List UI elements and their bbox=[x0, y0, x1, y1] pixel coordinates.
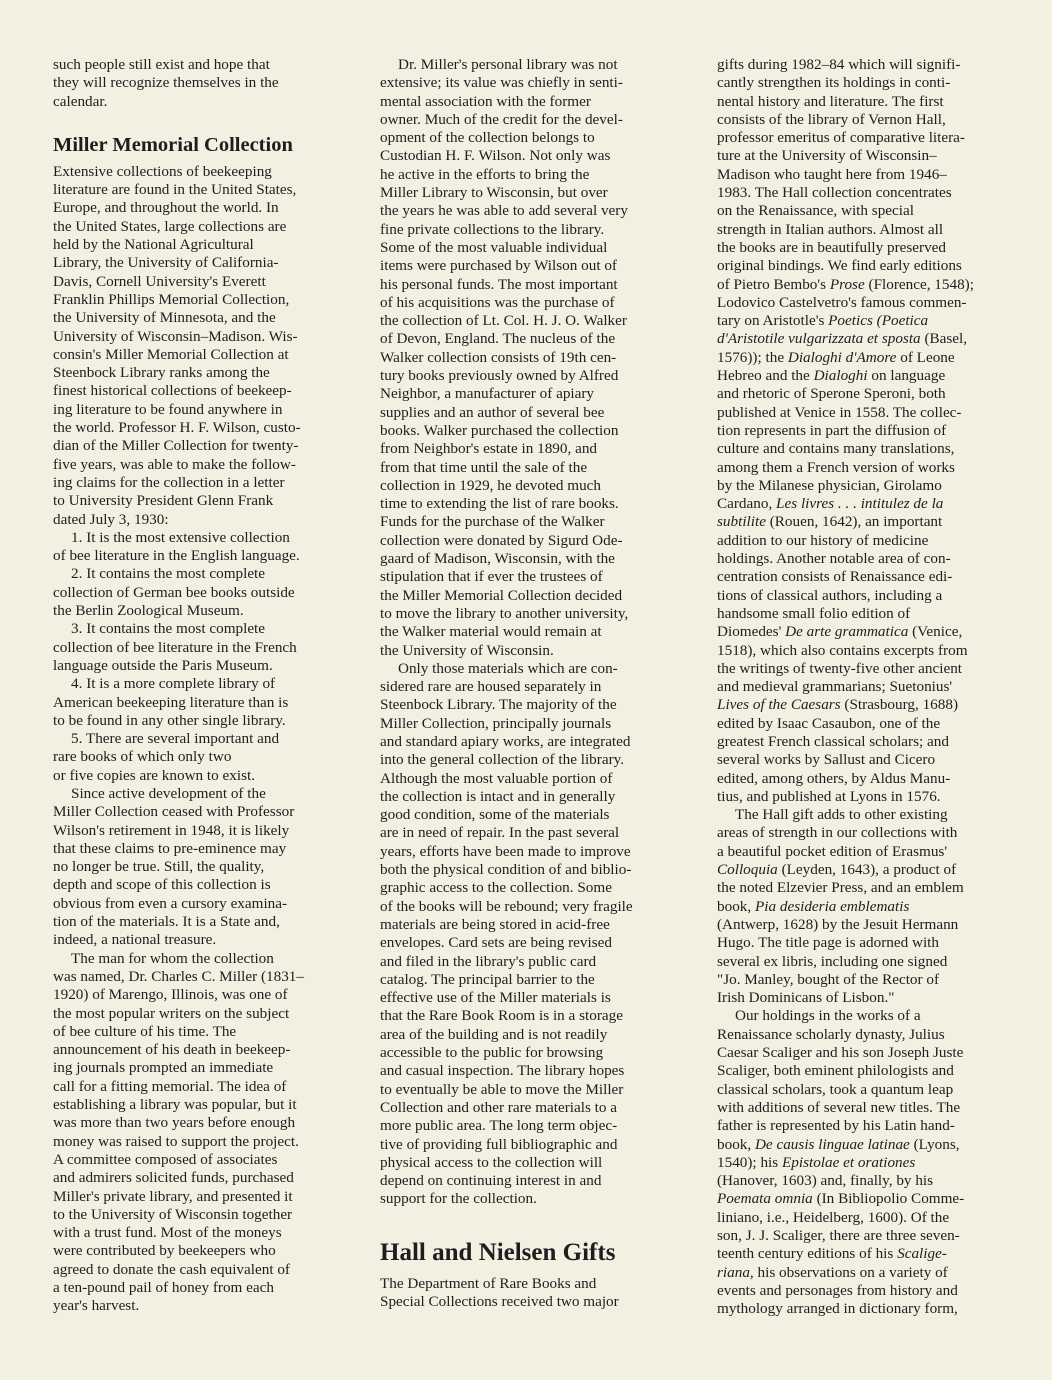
text-line: gaard of Madison, Wisconsin, with the bbox=[380, 550, 615, 568]
text-line: from Neighbor's estate in 1890, and bbox=[380, 440, 598, 458]
text-line: items were purchased by Wilson out of bbox=[380, 257, 617, 275]
column-left bbox=[53, 56, 351, 1316]
text-line: Only those materials which are con- bbox=[398, 659, 618, 677]
text-line: physical access to the collection will bbox=[380, 1153, 603, 1171]
text-line: the most popular writers on the subject bbox=[53, 1004, 290, 1022]
text-line: the collection of Lt. Col. H. J. O. Walker bbox=[380, 312, 627, 330]
text-line: Library, the University of California- bbox=[53, 254, 279, 272]
text-line: by the Milanese physician, Girolamo bbox=[717, 476, 942, 494]
text-line: extensive; its value was chiefly in senti- bbox=[380, 74, 623, 92]
text-line: tions of classical authors, including a bbox=[717, 586, 943, 604]
text-line: obvious from even a cursory examina- bbox=[53, 894, 288, 912]
text-line: book, Pia desideria emblematis bbox=[717, 897, 910, 915]
text-line: Cardano, Les livres . . . intitulez de la bbox=[717, 495, 944, 513]
text-line: five years, was able to make the follow- bbox=[53, 455, 296, 473]
text-line: depend on continuing interest in and bbox=[380, 1172, 602, 1190]
text-line: son, J. J. Scaliger, there are three seven- bbox=[717, 1227, 960, 1244]
text-line: collection were donated by Sigurd Ode- bbox=[380, 531, 623, 549]
text-line: owner. Much of the credit for the devel- bbox=[380, 110, 623, 128]
text-line: tion represents in part the diffusion of bbox=[717, 421, 947, 439]
text-line: Miller Collection ceased with Professor bbox=[53, 803, 295, 821]
text-line: area of the building and is not readily bbox=[380, 1025, 608, 1043]
text-line: 1920) of Marengo, Illinois, was one of bbox=[53, 986, 288, 1004]
text-line: and standard apiary works, are integrated bbox=[380, 732, 631, 750]
text-line: materials are being stored in acid-free bbox=[380, 915, 610, 933]
text-line: books. Walker purchased the collection bbox=[380, 421, 619, 439]
text-line: announcement of his death in beekeep- bbox=[53, 1041, 291, 1059]
text-line: areas of strength in our collections with bbox=[717, 824, 958, 842]
text-line: money was raised to support the project. bbox=[53, 1132, 299, 1150]
text-line: the collection is intact and in generally bbox=[380, 787, 616, 805]
text-line: Lives of the Caesars (Strasbourg, 1688) bbox=[717, 696, 959, 714]
text-line: tius, and published at Lyons in 1576. bbox=[717, 787, 941, 805]
text-line: the writings of twenty-five other ancient bbox=[717, 659, 963, 677]
text-line: Hugo. The title page is adorned with bbox=[717, 934, 939, 952]
text-line: 1576)); the Dialoghi d'Amore of Leone bbox=[717, 348, 955, 366]
text-line: collection of German bee books outside bbox=[53, 583, 295, 601]
text-line: such people still exist and hope that bbox=[53, 56, 270, 73]
text-line: the years he was able to add several very bbox=[380, 202, 628, 220]
text-line: The Department of Rare Books and bbox=[380, 1274, 597, 1292]
text-line: years, efforts have been made to improve bbox=[380, 842, 631, 860]
text-line: Although the most valuable portion of bbox=[380, 769, 613, 787]
text-line: Franklin Phillips Memorial Collection, bbox=[53, 290, 290, 308]
text-line: the Miller Memorial Collection decided bbox=[380, 586, 623, 604]
text-line: of bee literature in the English language. bbox=[53, 547, 300, 565]
text-line: literature are found in the United States, bbox=[53, 181, 297, 199]
hall-collection-paragraph bbox=[717, 56, 1017, 806]
text-line: to the University of Wisconsin together bbox=[53, 1205, 293, 1223]
text-line: father is represented by his Latin hand- bbox=[717, 1117, 955, 1135]
text-line: to be found in any other single library. bbox=[53, 711, 286, 729]
text-line: depth and scope of this collection is bbox=[53, 876, 271, 894]
text-line: Steenbock Library. The majority of the bbox=[380, 696, 617, 714]
text-line: Diomedes' De arte grammatica (Venice, bbox=[717, 623, 963, 641]
text-line: call for a fitting memorial. The idea of bbox=[53, 1077, 287, 1095]
text-line: holdings. Another notable area of con- bbox=[717, 550, 951, 568]
text-line: centration consists of Renaissance edi- bbox=[717, 568, 953, 586]
text-line: ing literature to be found anywhere in bbox=[53, 400, 283, 418]
text-line: Irish Dominicans of Lisbon." bbox=[717, 989, 895, 1007]
text-line: Some of the most valuable individual bbox=[380, 238, 608, 256]
text-line: Lodovico Castelvetro's famous commen- bbox=[717, 293, 967, 311]
text-line: into the general collection of the library. bbox=[380, 751, 625, 769]
text-line: language outside the Paris Museum. bbox=[53, 656, 273, 674]
text-line: Miller Library to Wisconsin, but over bbox=[380, 184, 608, 202]
text-line: the world. Professor H. F. Wilson, custo- bbox=[53, 419, 301, 437]
text-line: held by the National Agricultural bbox=[53, 236, 254, 254]
text-line: dian of the Miller Collection for twenty- bbox=[53, 437, 299, 455]
text-line: American beekeeping literature than is bbox=[53, 693, 289, 711]
text-line: the University of Wisconsin. bbox=[380, 641, 554, 659]
text-line: the Berlin Zoological Museum. bbox=[53, 602, 244, 620]
text-line: ture at the University of Wisconsin– bbox=[717, 147, 937, 165]
text-line: handsome small folio edition of bbox=[717, 604, 911, 622]
section-heading-hall-nielsen: Hall and Nielsen Gifts bbox=[380, 1238, 616, 1266]
text-line: Poemata omnia (In Bibliopolio Comme- bbox=[717, 1190, 965, 1208]
text-line: and casual inspection. The library hopes bbox=[380, 1062, 625, 1080]
text-line: his personal funds. The most important bbox=[380, 275, 618, 293]
text-line: cantly strengthen its holdings in conti- bbox=[717, 74, 951, 92]
text-line: Miller Collection, principally journals bbox=[380, 714, 612, 732]
text-line: sidered rare are housed separately in bbox=[380, 678, 602, 696]
text-line: Funds for the purchase of the Walker bbox=[380, 513, 605, 531]
text-line: he active in the efforts to bring the bbox=[380, 165, 590, 183]
preeminence-paragraph bbox=[53, 785, 351, 950]
text-line: 4. It is a more complete library of bbox=[71, 675, 276, 693]
text-line: or five copies are known to exist. bbox=[53, 766, 256, 784]
text-line: 1. It is the most extensive collection bbox=[71, 528, 290, 546]
column-middle bbox=[380, 56, 678, 1311]
text-line: a beautiful pocket edition of Erasmus' bbox=[717, 842, 948, 860]
text-line: teenth century editions of his Scalige- bbox=[717, 1245, 947, 1263]
text-line: events and personages from history and bbox=[717, 1281, 958, 1299]
text-line: Scaliger, both eminent philologists and bbox=[717, 1062, 954, 1080]
text-line: that these claims to pre-eminence may bbox=[53, 839, 287, 857]
text-line: to move the library to another university, bbox=[380, 604, 629, 622]
hall-gift-paragraph bbox=[717, 806, 1017, 1007]
text-line: are in need of repair. In the past several bbox=[380, 824, 620, 842]
text-line: ing journals prompted an immediate bbox=[53, 1059, 274, 1077]
text-line: was more than two years before enough bbox=[53, 1114, 296, 1132]
text-line: University of Wisconsin–Madison. Wis- bbox=[53, 327, 298, 345]
text-line: mental association with the former bbox=[380, 92, 591, 110]
text-line: catalog. The principal barrier to the bbox=[380, 970, 595, 988]
text-line: 5. There are several important and bbox=[71, 730, 280, 748]
text-line: liniano, i.e., Heidelberg, 1600). Of the bbox=[717, 1208, 950, 1226]
text-line: rare books of which only two bbox=[53, 748, 232, 766]
text-line: indeed, a national treasure. bbox=[53, 931, 217, 949]
text-line: addition to our history of medicine bbox=[717, 531, 929, 549]
text-line: 1983. The Hall collection concentrates bbox=[717, 184, 952, 202]
text-line: establishing a library was popular, but it bbox=[53, 1096, 297, 1114]
text-line: edited by Isaac Casaubon, one of the bbox=[717, 714, 941, 732]
text-line: dated July 3, 1930: bbox=[53, 510, 169, 528]
text-line: no longer be true. Still, the quality, bbox=[53, 858, 265, 876]
text-line: to eventually be able to move the Miller bbox=[380, 1080, 624, 1098]
text-line: tury books previously owned by Alfred bbox=[380, 367, 619, 385]
text-line: d'Aristotile vulgarizzata et sposta (Basel, bbox=[717, 330, 968, 348]
text-line: the University of Minnesota, and the bbox=[53, 309, 276, 327]
text-line: tion of the materials. It is a State and, bbox=[53, 913, 280, 931]
rare-materials-paragraph bbox=[380, 660, 678, 1209]
text-line: of bee culture of his time. The bbox=[53, 1022, 237, 1040]
scaliger-paragraph bbox=[717, 1007, 1017, 1318]
column-right bbox=[717, 56, 1017, 1318]
claims-list bbox=[53, 529, 351, 785]
text-line: more public area. The long term objec- bbox=[380, 1117, 618, 1135]
text-line: opment of the collection belongs to bbox=[380, 129, 595, 147]
text-line: several works by Sallust and Cicero bbox=[717, 751, 936, 769]
text-line: the books are in beautifully preserved bbox=[717, 238, 946, 256]
text-line: published at Venice in 1558. The collec- bbox=[717, 403, 962, 421]
text-line: mythology arranged in dictionary form, bbox=[717, 1300, 958, 1318]
text-line: on the Renaissance, with special bbox=[717, 202, 914, 220]
text-line: graphic access to the collection. Some bbox=[380, 879, 612, 897]
miller-biography-paragraph bbox=[53, 950, 351, 1316]
text-line: effective use of the Miller materials is bbox=[380, 989, 611, 1007]
text-line: Dr. Miller's personal library was not bbox=[398, 56, 618, 73]
text-line: time to extending the list of rare books. bbox=[380, 495, 619, 513]
text-line: calendar. bbox=[53, 92, 108, 110]
text-line: with additions of several new titles. The bbox=[717, 1098, 961, 1116]
text-line: 1540); his Epistolae et orationes bbox=[717, 1153, 916, 1171]
text-line: and rhetoric of Sperone Speroni, both bbox=[717, 385, 946, 403]
text-line: with a trust fund. Most of the moneys bbox=[53, 1224, 282, 1242]
text-line: and filed in the library's public card bbox=[380, 952, 597, 970]
text-line: that the Rare Book Room is in a storage bbox=[380, 1007, 623, 1025]
text-line: Our holdings in the works of a bbox=[735, 1007, 921, 1025]
text-line: a ten-pound pail of honey from each bbox=[53, 1279, 274, 1296]
text-line: fine private collections to the library. bbox=[380, 220, 605, 238]
text-line: Davis, Cornell University's Everett bbox=[53, 272, 266, 290]
text-line: the United States, large collections are bbox=[53, 217, 287, 235]
text-line: they will recognize themselves in the bbox=[53, 74, 279, 92]
text-line: Miller's private library, and presented it bbox=[53, 1187, 293, 1205]
text-line: Custodian H. F. Wilson. Not only was bbox=[380, 147, 611, 165]
text-line: (Antwerp, 1628) by the Jesuit Hermann bbox=[717, 915, 959, 933]
text-line: professor emeritus of comparative litera- bbox=[717, 129, 965, 147]
text-line: Hebreo and the Dialoghi on language bbox=[717, 367, 946, 385]
text-line: culture and contains many translations, bbox=[717, 440, 955, 458]
text-line: support for the collection. bbox=[380, 1190, 537, 1208]
text-line: the Walker material would remain at bbox=[380, 623, 602, 641]
text-line: A committee composed of associates bbox=[53, 1150, 278, 1168]
text-line: consists of the library of Vernon Hall, bbox=[717, 110, 946, 128]
text-line: the noted Elzevier Press, and an emblem bbox=[717, 879, 964, 897]
intro-paragraph bbox=[53, 56, 351, 111]
text-line: of Pietro Bembo's Prose (Florence, 1548); bbox=[717, 275, 974, 293]
miller-paragraph bbox=[53, 163, 351, 529]
text-line: Caesar Scaliger and his son Joseph Juste bbox=[717, 1044, 964, 1062]
text-line: 3. It contains the most complete bbox=[71, 620, 266, 638]
text-line: The man for whom the collection bbox=[71, 949, 274, 967]
text-line: collection of bee literature in the French bbox=[53, 638, 297, 656]
personal-library-paragraph bbox=[380, 56, 678, 660]
text-line: Colloquia (Leyden, 1643), a product of bbox=[717, 861, 957, 879]
section-heading-miller: Miller Memorial Collection bbox=[53, 133, 293, 156]
text-line: book, De causis linguae latinae (Lyons, bbox=[717, 1135, 960, 1153]
text-line: Madison who taught here from 1946– bbox=[717, 165, 947, 183]
text-line: consin's Miller Memorial Collection at bbox=[53, 345, 289, 363]
text-line: both the physical condition of and biblio- bbox=[380, 861, 632, 879]
text-line: 2. It contains the most complete bbox=[71, 565, 266, 583]
text-line: of the books will be rebound; very fragile bbox=[380, 897, 633, 915]
text-line: riana, his observations on a variety of bbox=[717, 1263, 948, 1281]
text-line: of his acquisitions was the purchase of bbox=[380, 293, 615, 311]
text-line: finest historical collections of beekeep- bbox=[53, 382, 292, 400]
text-line: Steenbock Library ranks among the bbox=[53, 364, 270, 382]
text-line: accessible to the public for browsing bbox=[380, 1044, 604, 1062]
text-line: Collection and other rare materials to a bbox=[380, 1098, 618, 1116]
text-line: among them a French version of works bbox=[717, 458, 955, 476]
text-line: classical scholars, took a quantum leap bbox=[717, 1080, 954, 1098]
text-line: "Jo. Manley, bought of the Rector of bbox=[717, 970, 940, 988]
text-line: (Hanover, 1603) and, finally, by his bbox=[717, 1172, 934, 1190]
text-line: strength in Italian authors. Almost all bbox=[717, 220, 944, 238]
text-line: year's harvest. bbox=[53, 1297, 140, 1315]
text-line: stipulation that if ever the trustees of bbox=[380, 568, 603, 586]
text-line: greatest French classical scholars; and bbox=[717, 732, 949, 750]
text-line: to University President Glenn Frank bbox=[53, 492, 274, 510]
text-line: collection in 1929, he devoted much bbox=[380, 476, 602, 494]
text-line: Neighbor, a manufacturer of apiary bbox=[380, 385, 595, 403]
text-line: supplies and an author of several bee bbox=[380, 403, 605, 421]
text-line: good condition, some of the materials bbox=[380, 806, 610, 824]
text-line: of Devon, England. The nucleus of the bbox=[380, 330, 616, 348]
text-line: Extensive collections of beekeeping bbox=[53, 162, 272, 180]
text-line: The Hall gift adds to other existing bbox=[735, 806, 948, 824]
text-line: subtilite (Rouen, 1642), an important bbox=[717, 513, 943, 531]
text-line: from that time until the sale of the bbox=[380, 458, 588, 476]
text-line: original bindings. We find early editions bbox=[717, 257, 962, 275]
text-line: Since active development of the bbox=[71, 784, 266, 802]
text-line: Walker collection consists of 19th cen- bbox=[380, 348, 617, 366]
text-line: several ex libris, including one signed bbox=[717, 952, 948, 970]
text-line: Special Collections received two major bbox=[380, 1293, 619, 1310]
text-line: ing claims for the collection in a letter bbox=[53, 473, 285, 491]
text-line: agreed to donate the cash equivalent of bbox=[53, 1260, 290, 1278]
text-line: and medieval grammarians; Suetonius' bbox=[717, 678, 953, 696]
text-line: gifts during 1982–84 which will signifi- bbox=[717, 56, 961, 73]
text-line: Europe, and throughout the world. In bbox=[53, 199, 279, 217]
text-line: Renaissance scholarly dynasty, Julius bbox=[717, 1025, 945, 1043]
text-line: nental history and literature. The first bbox=[717, 92, 944, 110]
text-line: was named, Dr. Charles C. Miller (1831– bbox=[53, 967, 304, 985]
text-line: Wilson's retirement in 1948, it is likely bbox=[53, 821, 290, 839]
text-line: 1518), which also contains excerpts from bbox=[717, 641, 968, 659]
hall-intro-paragraph bbox=[380, 1275, 678, 1312]
text-line: and admirers solicited funds, purchased bbox=[53, 1169, 294, 1187]
text-line: tary on Aristotle's Poetics (Poetica bbox=[717, 312, 929, 330]
text-line: envelopes. Card sets are being revised bbox=[380, 934, 612, 952]
text-line: were contributed by beekeepers who bbox=[53, 1242, 276, 1260]
text-line: tive of providing full bibliographic and bbox=[380, 1135, 618, 1153]
text-line: edited, among others, by Aldus Manu- bbox=[717, 769, 951, 787]
